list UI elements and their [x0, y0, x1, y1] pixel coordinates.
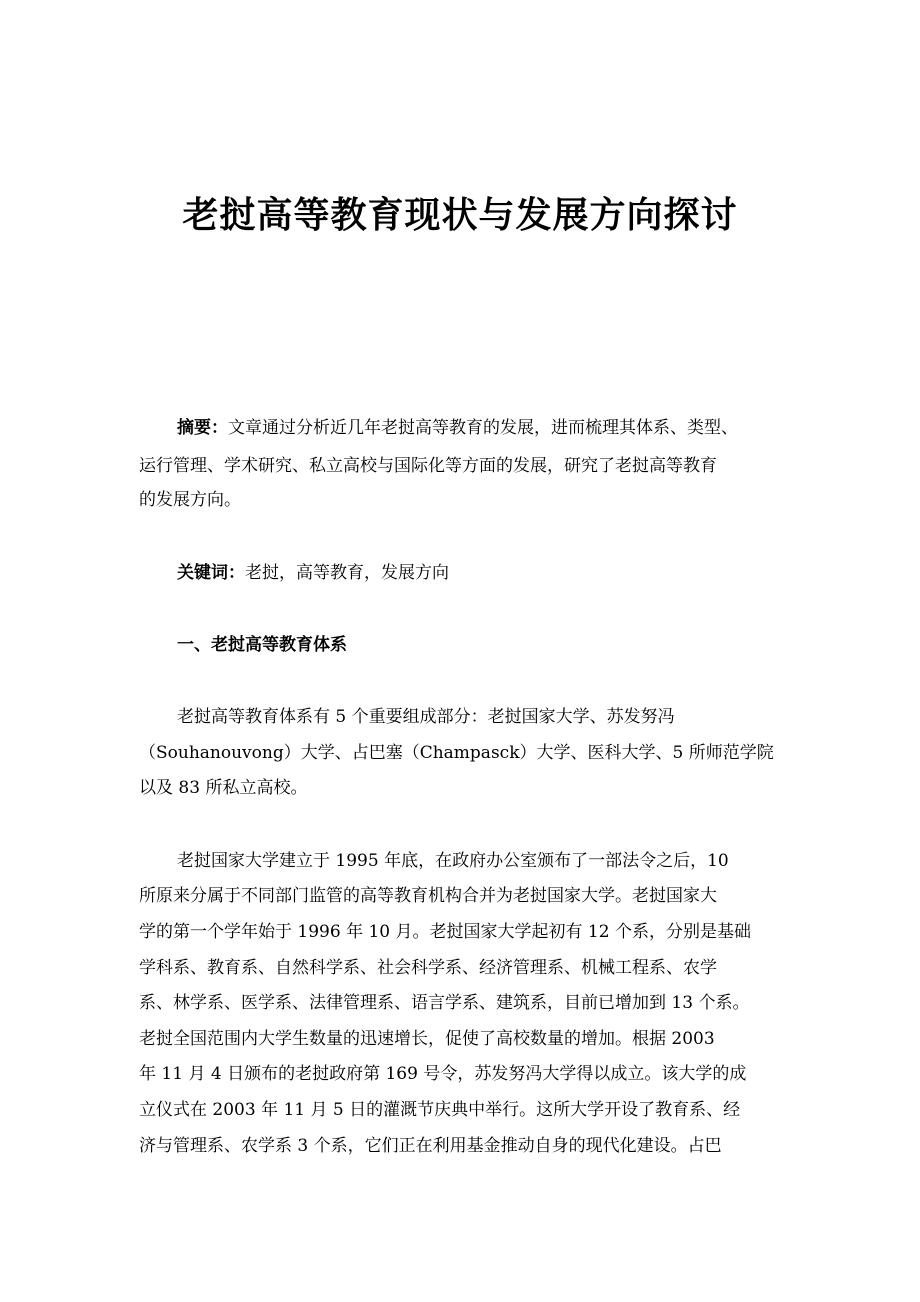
- paragraph2-line: 老挝国家大学建立于 1995 年底，在政府办公室颁布了一部法令之后，10: [177, 851, 729, 871]
- paragraph2-line: 学科系、教育系、自然科学系、社会科学系、经济管理系、机械工程系、农学: [139, 958, 717, 978]
- paragraph2-line: 济与管理系、农学系 3 个系，它们正在利用基金推动自身的现代化建设。占巴: [139, 1136, 722, 1156]
- paragraph2-line: 年 11 月 4 日颁布的老挝政府第 169 号令，苏发努冯大学得以成立。该大学的成: [139, 1064, 747, 1084]
- paragraph1-line: 以及 83 所私立高校。: [139, 778, 308, 798]
- paragraph2-line: 系、林学系、医学系、法律管理系、语言学系、建筑系，目前已增加到 13 个系。: [139, 993, 750, 1013]
- abstract-line-3: 的发展方向。: [139, 490, 241, 510]
- section-heading: 一、老挝高等教育体系: [177, 635, 347, 655]
- paragraph1-line: （Souhanouvong）大学、占巴塞（Champasck）大学、医科大学、5 所师范学院: [139, 743, 774, 763]
- keywords-label: 关键词：: [177, 563, 245, 583]
- paragraph2-line: 立仪式在 2003 年 11 月 5 日的灌溉节庆典中举行。这所大学开设了教育系、经: [139, 1100, 741, 1120]
- paragraph2-line: 学的第一个学年始于 1996 年 10 月。老挝国家大学起初有 12 个系，分别是基础: [139, 922, 751, 942]
- abstract-first-line: [177, 416, 738, 440]
- abstract-label: 摘要：: [177, 418, 228, 438]
- paragraph1-line: 老挝高等教育体系有 5 个重要组成部分：老挝国家大学、苏发努冯: [177, 707, 675, 727]
- abstract-line-2: 运行管理、学术研究、私立高校与国际化等方面的发展，研究了老挝高等教育: [139, 456, 717, 476]
- document-title: 老挝高等教育现状与发展方向探讨: [182, 195, 738, 236]
- keywords-text: 老挝，高等教育，发展方向: [245, 563, 449, 583]
- paragraph2-line: 所原来分属于不同部门监管的高等教育机构合并为老挝国家大学。老挝国家大: [139, 886, 717, 906]
- keywords-line: [177, 561, 449, 585]
- abstract-line-1: 文章通过分析近几年老挝高等教育的发展，进而梳理其体系、类型、: [228, 418, 738, 438]
- paragraph2-line: 老挝全国范围内大学生数量的迅速增长，促使了高校数量的增加。根据 2003: [139, 1029, 715, 1049]
